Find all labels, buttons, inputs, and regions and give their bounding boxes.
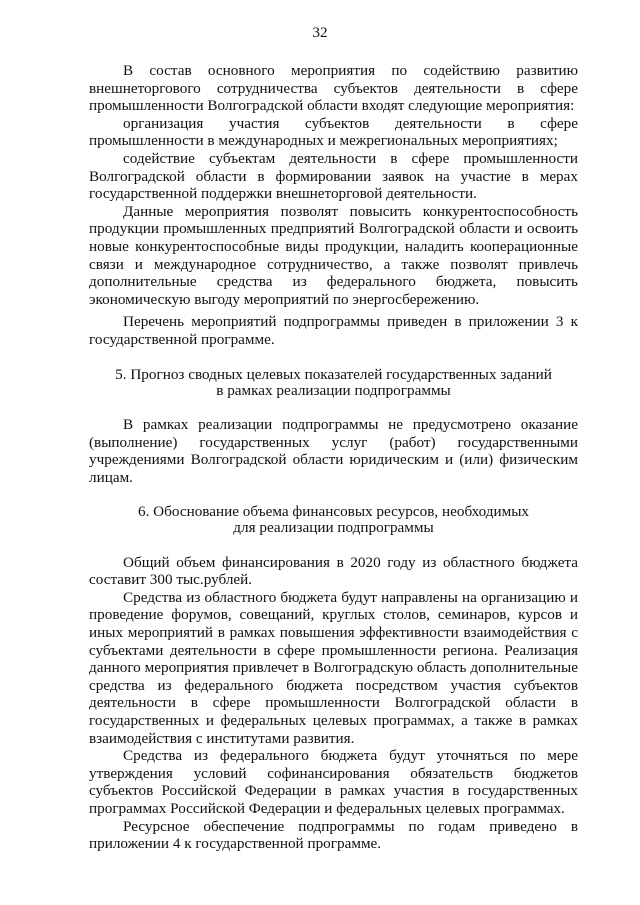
- paragraph: Средства из федерального бюджета будут уточняться по мере утверждения условий софинансирования обязательств бюджетов субъектов Российской Федерации в рамках участия в государственных программах Российской Федерации и федеральных целевых программах.: [89, 747, 578, 817]
- heading-line: для реализации подпрограммы: [233, 519, 434, 537]
- page-number: 32: [312, 24, 328, 41]
- paragraph: содействие субъектам деятельности в сфере промышленности Волгоградской области в формировании заявок на участие в мерах государственной поддержки внешнеторговой деятельности.: [89, 149, 578, 203]
- paragraph: Средства из областного бюджета будут направлены на организацию и проведение форумов, совещаний, круглых столов, семинаров, курсов и иных мероприятий в рамках повышения эффективности взаимодействия с субъектами деятельности в сфере промышленности региона. Реализация данного мероприятия привлечет в Волгоградскую область дополнительные средства из федерального бюджета посредством участия субъектов деятельности в сфере промышленности Волгоградской области в государственных и федеральных целевых программах, а также в рамках взаимодействия с институтами развития.: [89, 588, 578, 747]
- document-body: [89, 62, 578, 853]
- section-6-heading: [89, 504, 578, 536]
- paragraph: Данные мероприятия позволят повысить конкурентоспособность продукции промышленных предприятий Волгоградской области и освоить новые конкурентоспособные виды продукции, наладить кооперационные связи и международное сотрудничество, а также позволят привлечь дополнительные средства из федерального бюджета, повысить экономическую выгоду мероприятий по энергосбережению.: [89, 202, 578, 308]
- paragraph: Общий объем финансирования в 2020 году из областного бюджета составит 300 тыс.рублей.: [89, 553, 578, 589]
- section-5-heading: [89, 367, 578, 399]
- heading-line: в рамках реализации подпрограммы: [216, 381, 451, 399]
- paragraph: Перечень мероприятий подпрограммы приведен в приложении 3 к государственной программе.: [89, 313, 578, 348]
- paragraph: В рамках реализации подпрограммы не предусмотрено оказание (выполнение) государственных услуг (работ) государственными учреждениями Волгоградской области юридическим и (или) физическим лицам.: [89, 415, 578, 486]
- heading-line: 6. Обоснование объема финансовых ресурсов, необходимых: [137, 503, 530, 521]
- paragraph: Ресурсное обеспечение подпрограммы по годам приведено в приложении 4 к государственной программе.: [89, 817, 578, 853]
- heading-line: 5. Прогноз сводных целевых показателей государственных заданий: [115, 365, 552, 383]
- paragraph: организация участия субъектов деятельности в сфере промышленности в международных и межрегиональных мероприятиях;: [89, 114, 578, 150]
- paragraph: В состав основного мероприятия по содействию развитию внешнеторгового сотрудничества субъектов деятельности в сфере промышленности Волгоградской области входят следующие мероприятия:: [89, 62, 578, 115]
